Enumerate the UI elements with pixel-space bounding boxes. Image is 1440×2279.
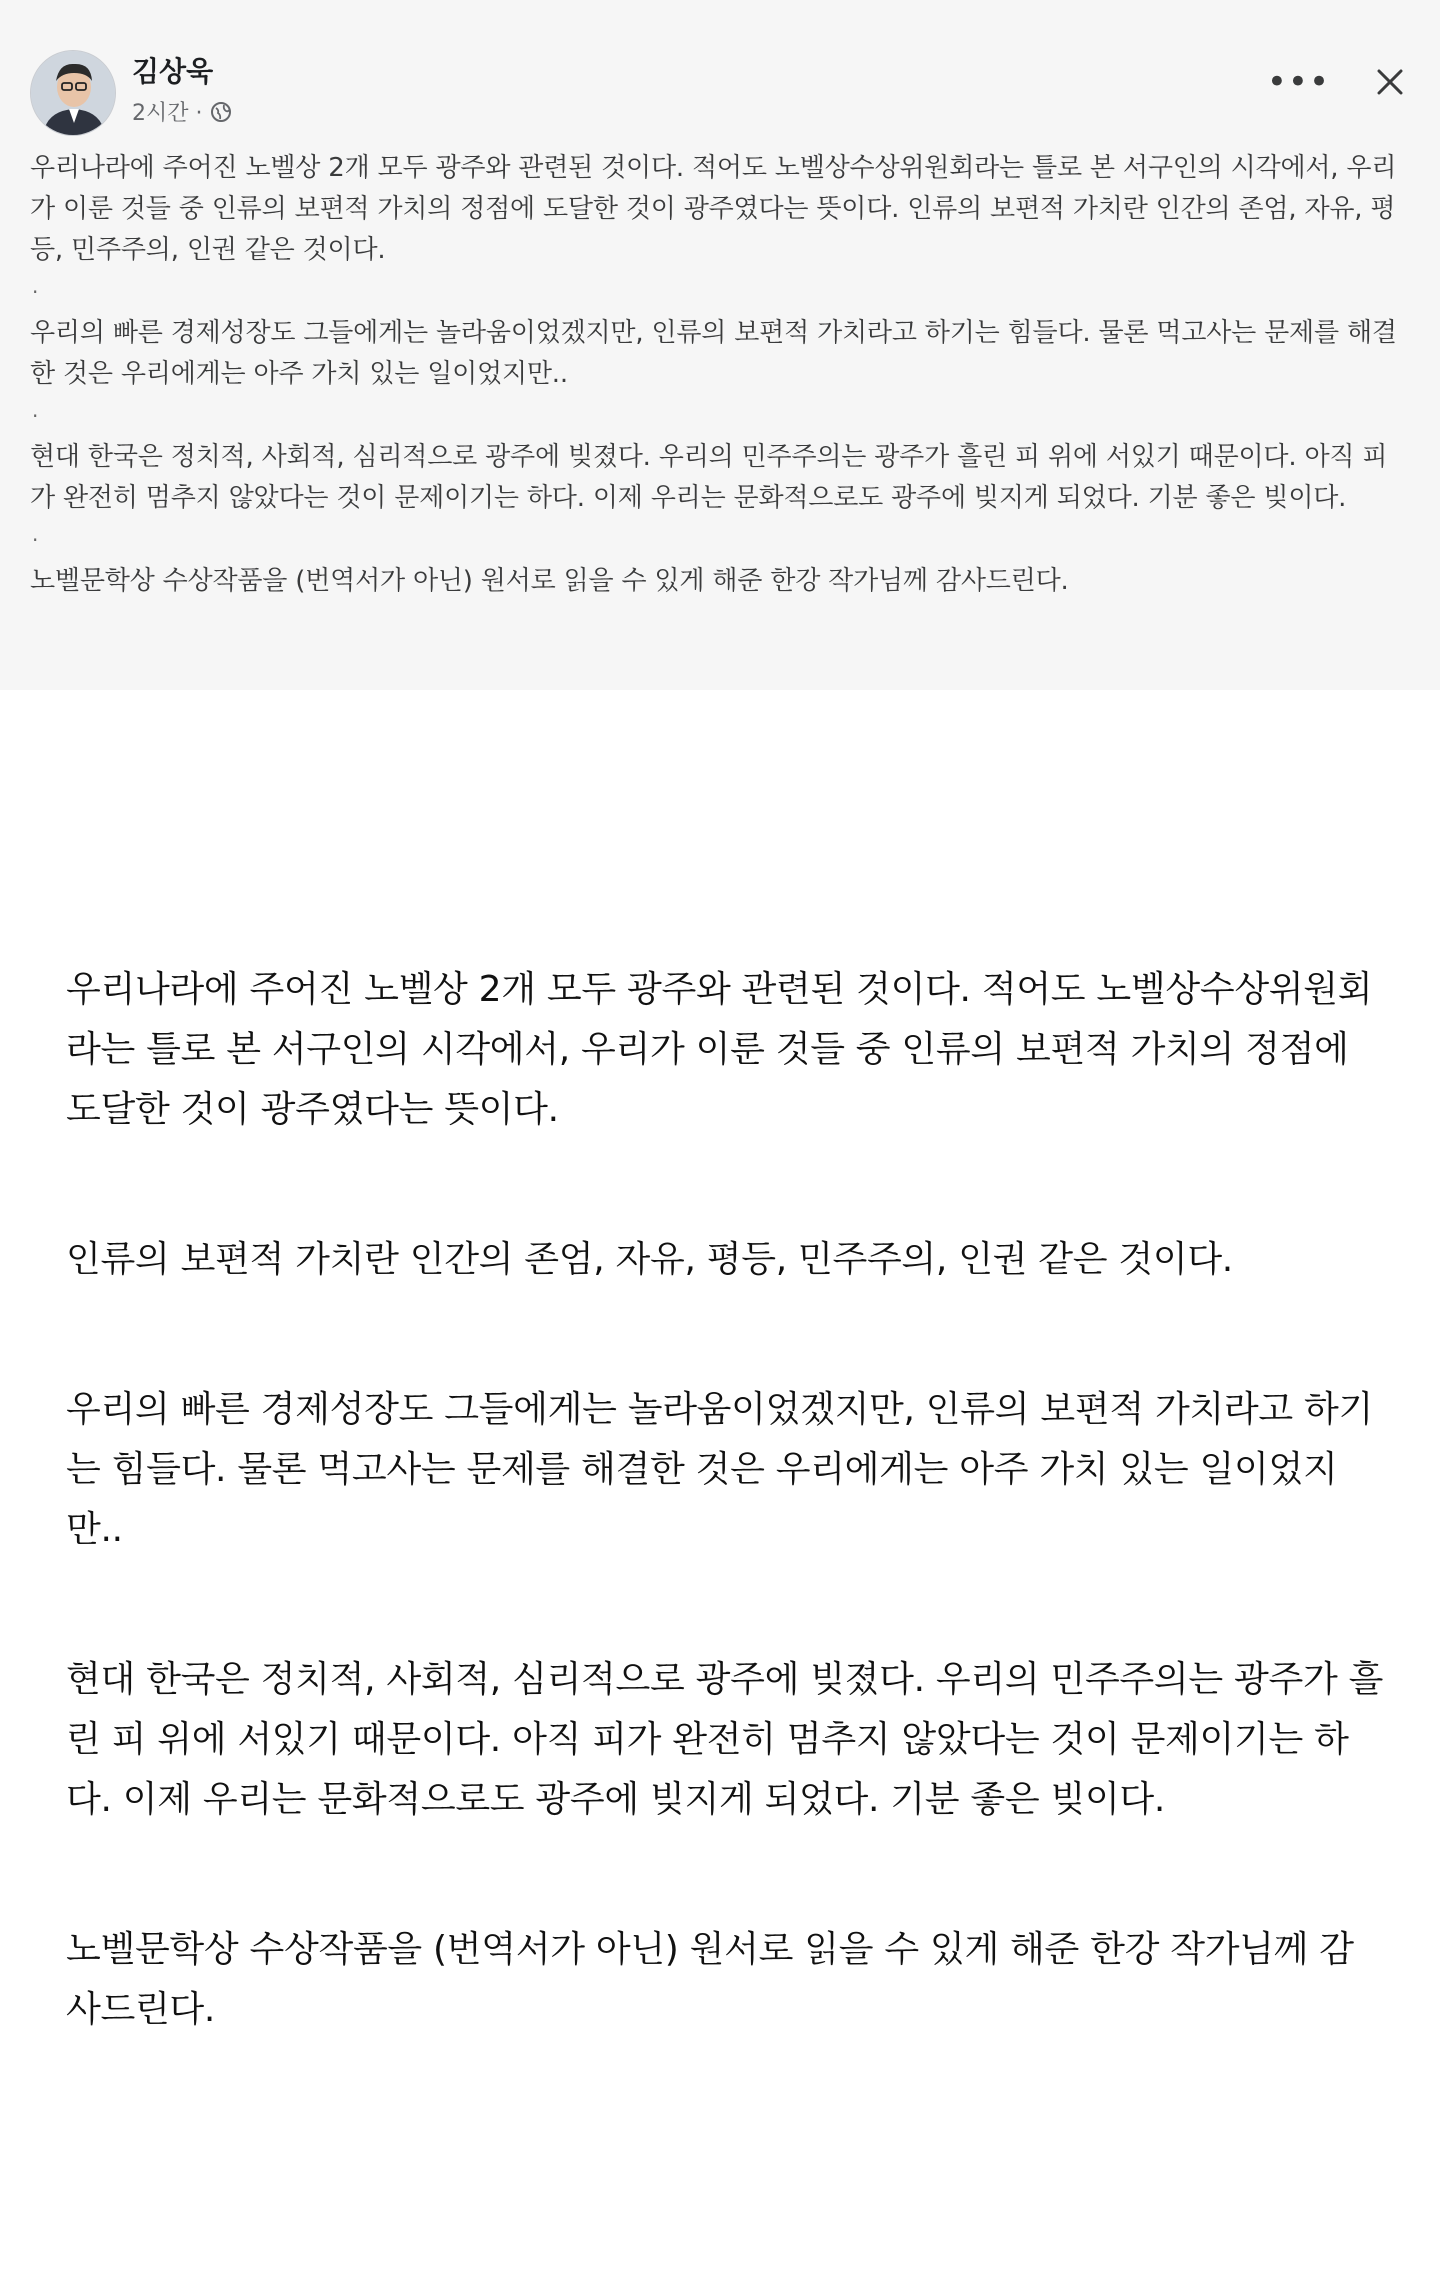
transcript-paragraph-1: 우리나라에 주어진 노벨상 2개 모두 광주와 관련된 것이다. 적어도 노벨상수상위원회라는 틀로 본 서구인의 시각에서, 우리가 이룬 것들 중 인류의 보편적 가치의 정점에 도달한 것이 광주였다는 뜻이다. xyxy=(66,969,1373,1130)
post-paragraph-4: 노벨문학상 수상작품을 (번역서가 아닌) 원서로 읽을 수 있게 해준 한강 작가님께 감사드린다. xyxy=(30,566,1069,596)
post-author-name[interactable]: 김상욱 xyxy=(132,55,214,88)
post-separator: . xyxy=(32,522,39,546)
post-separator: . xyxy=(32,398,39,422)
profile-avatar[interactable] xyxy=(30,50,116,136)
post-body xyxy=(30,148,1410,602)
post-paragraph-1: 우리나라에 주어진 노벨상 2개 모두 광주와 관련된 것이다. 적어도 노벨상수상위원회라는 틀로 본 서구인의 시각에서, 우리가 이룬 것들 중 인류의 보편적 가치의 정점에 도달한 것이 광주였다는 뜻이다. 인류의 보편적 가치란 인간의 존엄, 자유, 평등, 민주주의, 인권 같은 것이다. xyxy=(30,153,1397,265)
post-header-actions xyxy=(1267,62,1410,102)
transcript-text xyxy=(66,960,1386,2040)
transcript-paragraph-4: 현대 한국은 정치적, 사회적, 심리적으로 광주에 빚졌다. 우리의 민주주의는 광주가 흘린 피 위에 서있기 때문이다. 아직 피가 완전히 멈추지 않았다는 것이 문제이기는 하다. 이제 우리는 문화적으로도 광주에 빚지게 되었다. 기분 좋은 빚이다. xyxy=(66,1659,1384,1820)
close-icon[interactable] xyxy=(1370,62,1410,102)
transcript-paragraph-3: 우리의 빠른 경제성장도 그들에게는 놀라움이었겠지만, 인류의 보편적 가치라고 하기는 힘들다. 물론 먹고사는 문제를 해결한 것은 우리에게는 아주 가치 있는 일이었지만.. xyxy=(66,1389,1373,1550)
post-separator: . xyxy=(32,274,39,298)
post-meta xyxy=(132,96,233,127)
facebook-post-card xyxy=(0,0,1440,690)
globe-icon xyxy=(209,100,233,124)
post-paragraph-2: 우리의 빠른 경제성장도 그들에게는 놀라움이었겠지만, 인류의 보편적 가치라고 하기는 힘들다. 물론 먹고사는 문제를 해결한 것은 우리에게는 아주 가치 있는 일이었지만.. xyxy=(30,318,1397,389)
more-options-icon[interactable]: ••• xyxy=(1266,62,1330,102)
transcript-paragraph-5: 노벨문학상 수상작품을 (번역서가 아닌) 원서로 읽을 수 있게 해준 한강 작가님께 감사드린다. xyxy=(66,1929,1354,2030)
transcript-paragraph-2: 인류의 보편적 가치란 인간의 존엄, 자유, 평등, 민주주의, 인권 같은 것이다. xyxy=(66,1239,1233,1280)
post-timestamp[interactable]: 2시간 · xyxy=(132,101,203,126)
post-header xyxy=(30,40,1410,140)
post-paragraph-3: 현대 한국은 정치적, 사회적, 심리적으로 광주에 빚졌다. 우리의 민주주의는 광주가 흘린 피 위에 서있기 때문이다. 아직 피가 완전히 멈추지 않았다는 것이 문제이기는 하다. 이제 우리는 문화적으로도 광주에 빚지게 되었다. 기분 좋은 빚이다. xyxy=(30,442,1388,513)
